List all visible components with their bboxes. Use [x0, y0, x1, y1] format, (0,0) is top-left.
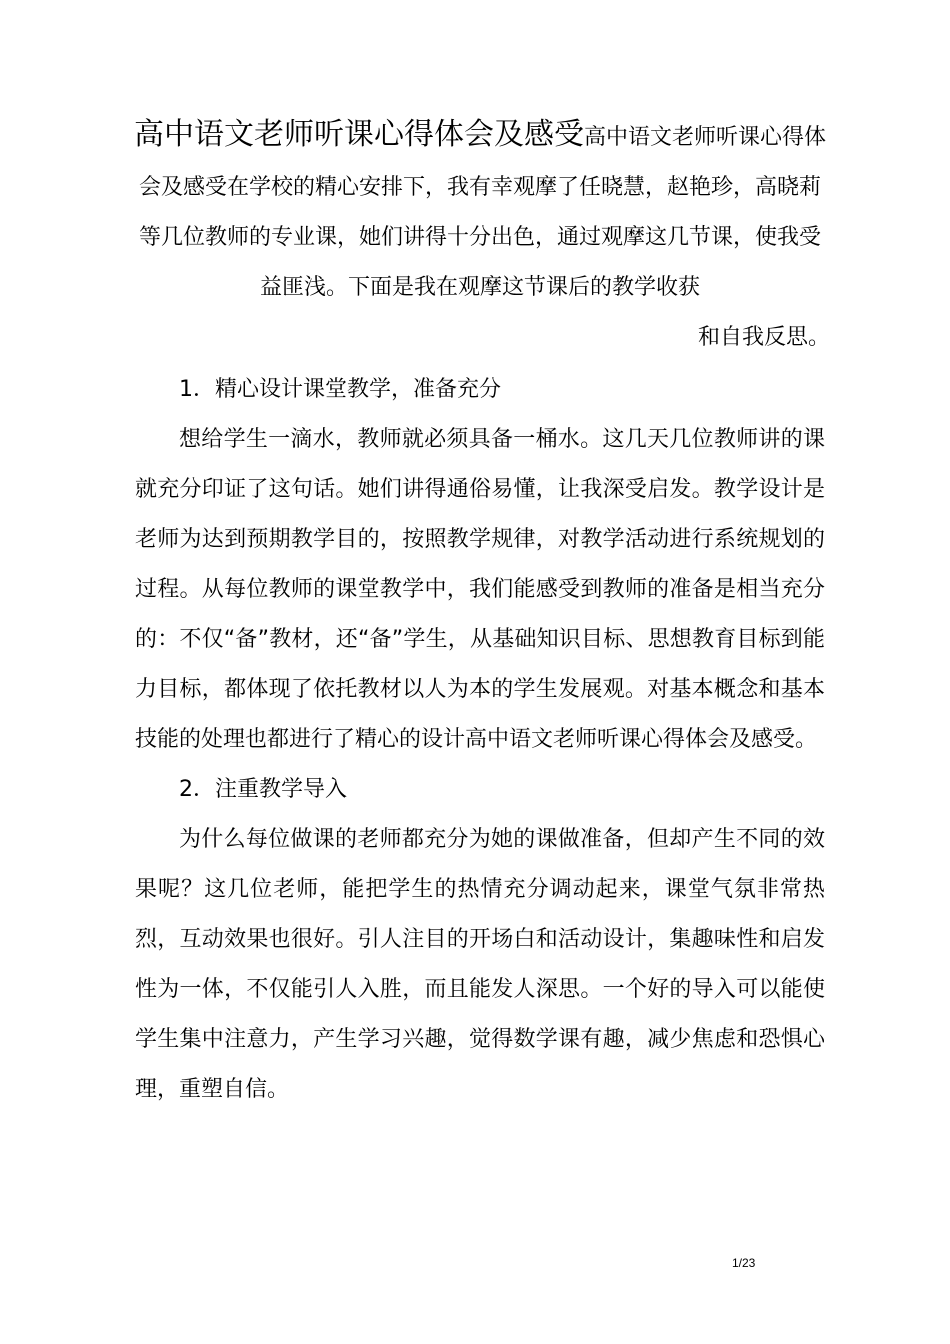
- title-end: 和自我反思。: [697, 325, 830, 350]
- page-number: 1/23: [732, 1256, 756, 1270]
- title-continuation: 高中语文老师听课心得体会及感受在学校的精心安排下，我有幸观摩了任晓慧，赵艳珍，高晓莉等几位教师的专业课，她们讲得十分出色，通过观摩这几节课，使我受益匪浅。下面是我在观摩这节课后的教学收获: [138, 125, 826, 300]
- body-text: [135, 365, 825, 1115]
- page-title: 高中语文老师听课心得体会及感受: [133, 117, 584, 152]
- paragraph-1: 想给学生一滴水，教师就必须具备一桶水。这几天几位教师讲的课就充分印证了这句话。她们讲得通俗易懂，让我深受启发。教学设计是老师为达到预期教学目的，按照教学规律，对教学活动进行系统规划的过程。从每位教师的课堂教学中，我们能感受到教师的准备是相当充分的：不仅“备”教材，还“备”学生，从基础知识目标、思想教育目标到能力目标，都体现了依托教材以人为本的学生发展观。对基本概念和基本技能的处理也都进行了精心的设计高中语文老师听课心得体会及感受。: [135, 427, 825, 752]
- section-heading-1: 1．精心设计课堂教学，准备充分: [179, 377, 501, 402]
- title-block: [130, 110, 830, 363]
- paragraph-2: 为什么每位做课的老师都充分为她的课做准备，但却产生不同的效果呢？这几位老师，能把学生的热情充分调动起来，课堂气氛非常热烈，互动效果也很好。引人注目的开场白和活动设计，集趣味性和启发性为一体，不仅能引人入胜，而且能发人深思。一个好的导入可以能使学生集中注意力，产生学习兴趣，觉得数学课有趣，减少焦虑和恐惧心理，重塑自信。: [135, 827, 825, 1102]
- section-heading-2: 2．注重教学导入: [179, 777, 347, 802]
